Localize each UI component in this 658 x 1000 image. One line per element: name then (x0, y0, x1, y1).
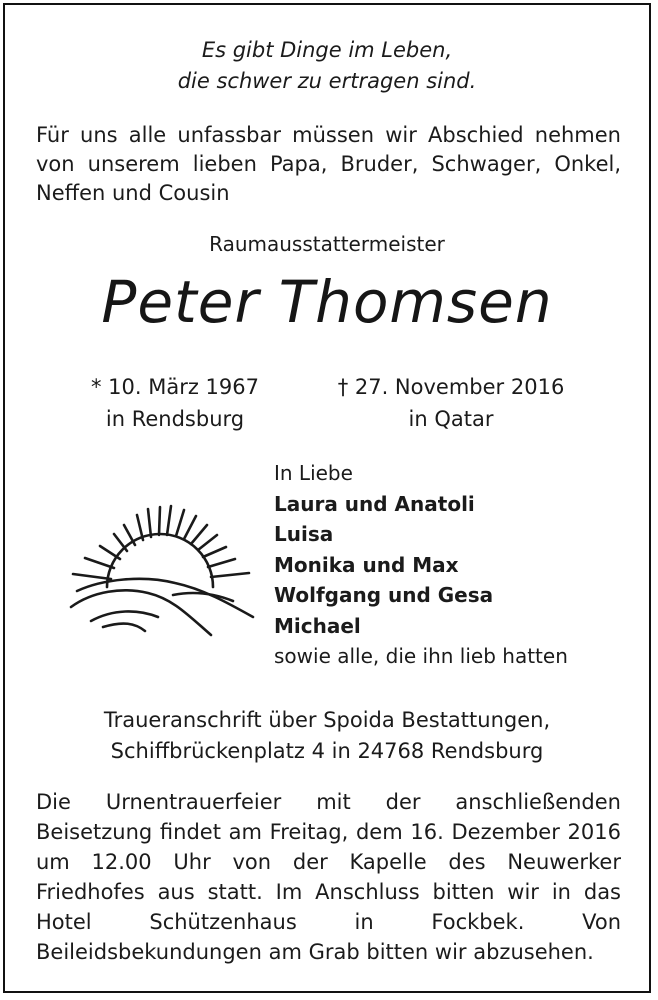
birth-info (75, 371, 275, 435)
funeral-details: Die Urnentrauerfeier mit der anschließenden Beisetzung findet am Freitag, dem 16. Dezember 2016 um 12.00 Uhr von der Kapelle des Neuwerker Friedhofes aus statt. Im Anschluss bitten wir in das Hotel Schützenhaus in Fockbek. Von Beileidsbekundungen am Grab bitten wir abzusehen. (36, 790, 621, 964)
profession-title: Raumausstattermeister (209, 232, 445, 256)
deceased-name: Peter Thomsen (101, 268, 553, 336)
family-member: Wolfgang und Gesa (274, 583, 494, 607)
birth-place: in Rendsburg (105, 407, 245, 431)
family-member: Luisa (274, 522, 334, 546)
death-info (311, 371, 591, 435)
address-line-1: Traueranschrift über Spoida Bestattungen, (103, 708, 551, 732)
intro-text: Für uns alle unfassbar müssen wir Abschied nehmen von unserem lieben Papa, Bruder, Schwager, Onkel, Neffen und Cousin (36, 123, 621, 205)
quote-line-1: Es gibt Dinge im Leben, (201, 38, 453, 62)
family-member: Michael (274, 613, 361, 638)
family-signature (274, 458, 568, 672)
opening-quote (5, 35, 649, 97)
sunset-over-hills-icon (63, 475, 263, 645)
family-member: Laura und Anatoli (274, 491, 475, 516)
family-member: Monika und Max (274, 552, 459, 577)
family-heading: In Liebe (274, 461, 353, 485)
obituary-notice (3, 3, 651, 993)
address-line-2: Schiffbrückenplatz 4 in 24768 Rendsburg (110, 739, 544, 763)
death-place: in Qatar (408, 407, 494, 431)
birth-date: * 10. März 1967 (90, 375, 259, 399)
mourning-address (5, 705, 649, 767)
family-footer: sowie alle, die ihn lieb hatten (274, 644, 568, 668)
quote-line-2: die schwer zu ertragen sind. (177, 69, 477, 93)
death-date: † 27. November 2016 (337, 375, 565, 399)
